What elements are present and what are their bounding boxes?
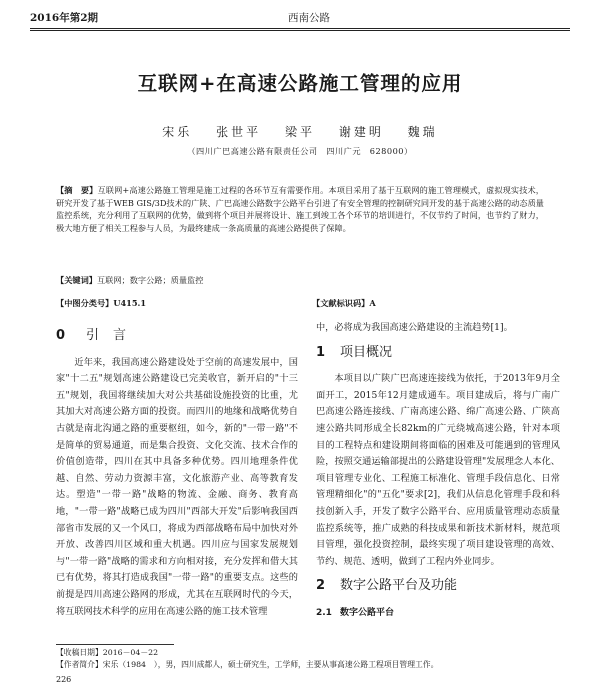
section-title: 项目概况 [340, 344, 393, 360]
document-code-value: A [369, 298, 376, 308]
section-title: 数字公路平台及功能 [340, 578, 458, 594]
paragraph: 近年来，我国高速公路建设处于空前的高速发展中，国家"十二五"规划高速公路建设已完美收官，新开启的"十三五"规划，我国将继续加大对公共基础设施投资的比重，尤其加大对高速公路方面的投资。而四川的地缘和战略优势自古就是南北沟通之路的重要枢纽，如今，新的"一带一路"不是简单的贸易通道，而是集合投资、文化交流、技术合作的价值创造带，四川在其中具备多种优势。四川地理条件优越、自然、劳动力资源丰富，文化旅游产业、高等教育发达。塑造"一带一路"战略的物流、金融、商务、教育高地，"一带一路"战略已成为四川"西部大开发"后影响我国西部省市发展的又一个风口，将成为西部战略布局中加快对外开放、改善四川区域和重大机遇。四川应与国家发展规划与"一带一路"战略的需求和方向相对接，充分发挥和借大其已有优势，将其打造成我国"一带一路"的重要支点。这些的前提是四川高速公路网的形成，尤其在互联网时代的今天，将互联网技术科学的应用在高速公路的施工技术管理 [56, 356, 298, 617]
section-number: 2 [316, 578, 326, 594]
keywords-tag: 【关键词】 [56, 275, 97, 285]
classification-number [56, 298, 146, 309]
running-header [30, 10, 570, 30]
right-column [316, 320, 560, 622]
classification-label: 【中图分类号】 [56, 298, 114, 308]
section-heading [316, 345, 560, 362]
page-number: 226 [56, 675, 72, 684]
received-value: 2016－04－22 [102, 648, 159, 657]
author-bio-label: 【作者简介】 [56, 660, 103, 669]
footnote-author [56, 659, 560, 670]
document-code-label: 【文献标识码】 [312, 298, 370, 308]
author-bio-value: 宋乐（1984 ），男，四川成都人，硕士研究生，工学师，主要从事高速公路工程项目管理工作。 [102, 660, 439, 669]
journal-name: 西南公路 [288, 12, 330, 24]
header-rule-secondary [30, 30, 570, 31]
left-column [56, 320, 298, 620]
footnote-rule [56, 644, 174, 645]
paragraph: 中，必将成为我国高速公路建设的主流趋势[1]。 [316, 322, 513, 333]
header-rule [30, 28, 570, 29]
author-list [0, 123, 600, 140]
footnote-received [56, 647, 560, 658]
document-code [312, 298, 376, 309]
author-name: 魏瑞 [407, 125, 438, 139]
classification-value: U415.1 [113, 298, 147, 308]
section-number: 1 [316, 344, 326, 360]
section-heading [56, 328, 298, 345]
subsection-heading [316, 605, 560, 622]
author-name: 谢建明 [338, 125, 384, 139]
author-name: 宋乐 [162, 125, 193, 139]
abstract-tag: 【摘 要】 [56, 185, 98, 195]
received-label: 【收稿日期】 [56, 648, 103, 657]
article-title: 互联网+在高速公路施工管理的应用 [137, 72, 463, 95]
affiliation: （四川广巴高速公路有限责任公司 四川广元 628000） [187, 146, 413, 156]
paragraph: 本项目以广陕广巴高速连接线为依托，于2013年9月全面开工，2015年12月建成通车。项目建成后，将与广南广巴高速公路连接线、广南高速公路、绵广高速公路、广陕高速公路共同形成全长82km的广元绕城高速公路，针对本项目的工程特点和建设期间将面临的困难及可能遇到的管理风险，按照交通运输部提出的公路建设管理"发展理念人本化、项目管理专业化、工程施工标准化、管理手段信息化、日常管理精细化"的"五化"要求[2]，我们从信息化管理手段和科技创新入手，开发了数字公路平台、应用质量管理动态质量监控系统等，推广成熟的科技成果和新技术新材料，规范项目管理，强化投资控制，最终实现了项目建设管理的高效、节约、规范、透明，做到了工程内外业同步。 [316, 373, 560, 567]
subsection-number: 2.1 [316, 607, 332, 618]
section-heading [316, 578, 560, 595]
abstract [56, 184, 544, 234]
author-name: 梁平 [284, 125, 315, 139]
keywords [56, 275, 544, 286]
author-name: 张世平 [216, 125, 262, 139]
issue-label: 2016年第2期 [30, 12, 99, 24]
subsection-title: 数字公路平台 [340, 607, 395, 618]
abstract-text: 互联网+高速公路施工管理是施工过程的各环节互有需要作用。本项目采用了基于互联网的施工管理模式，虚拟现实技术，研究开发了基于WEB GIS/3D技术的广陕、广巴高速公路数字公路平台引进了有安全管理的控制研究同开发的基于高速公路的动态质量监控系统，充分利用了互联网的优势，做到将个项目并展将设计、施工到竣工各个环节的培训进行，不仅节约了时间，也节约了财力，极大地方便了相关工程参与人员，为最终建成一条高质量的高速公路提供了保障。 [56, 185, 544, 233]
section-number: 0 [56, 328, 66, 343]
section-title: 引言 [86, 328, 141, 343]
keywords-text: 互联网；数字公路；质量监控 [96, 275, 204, 285]
